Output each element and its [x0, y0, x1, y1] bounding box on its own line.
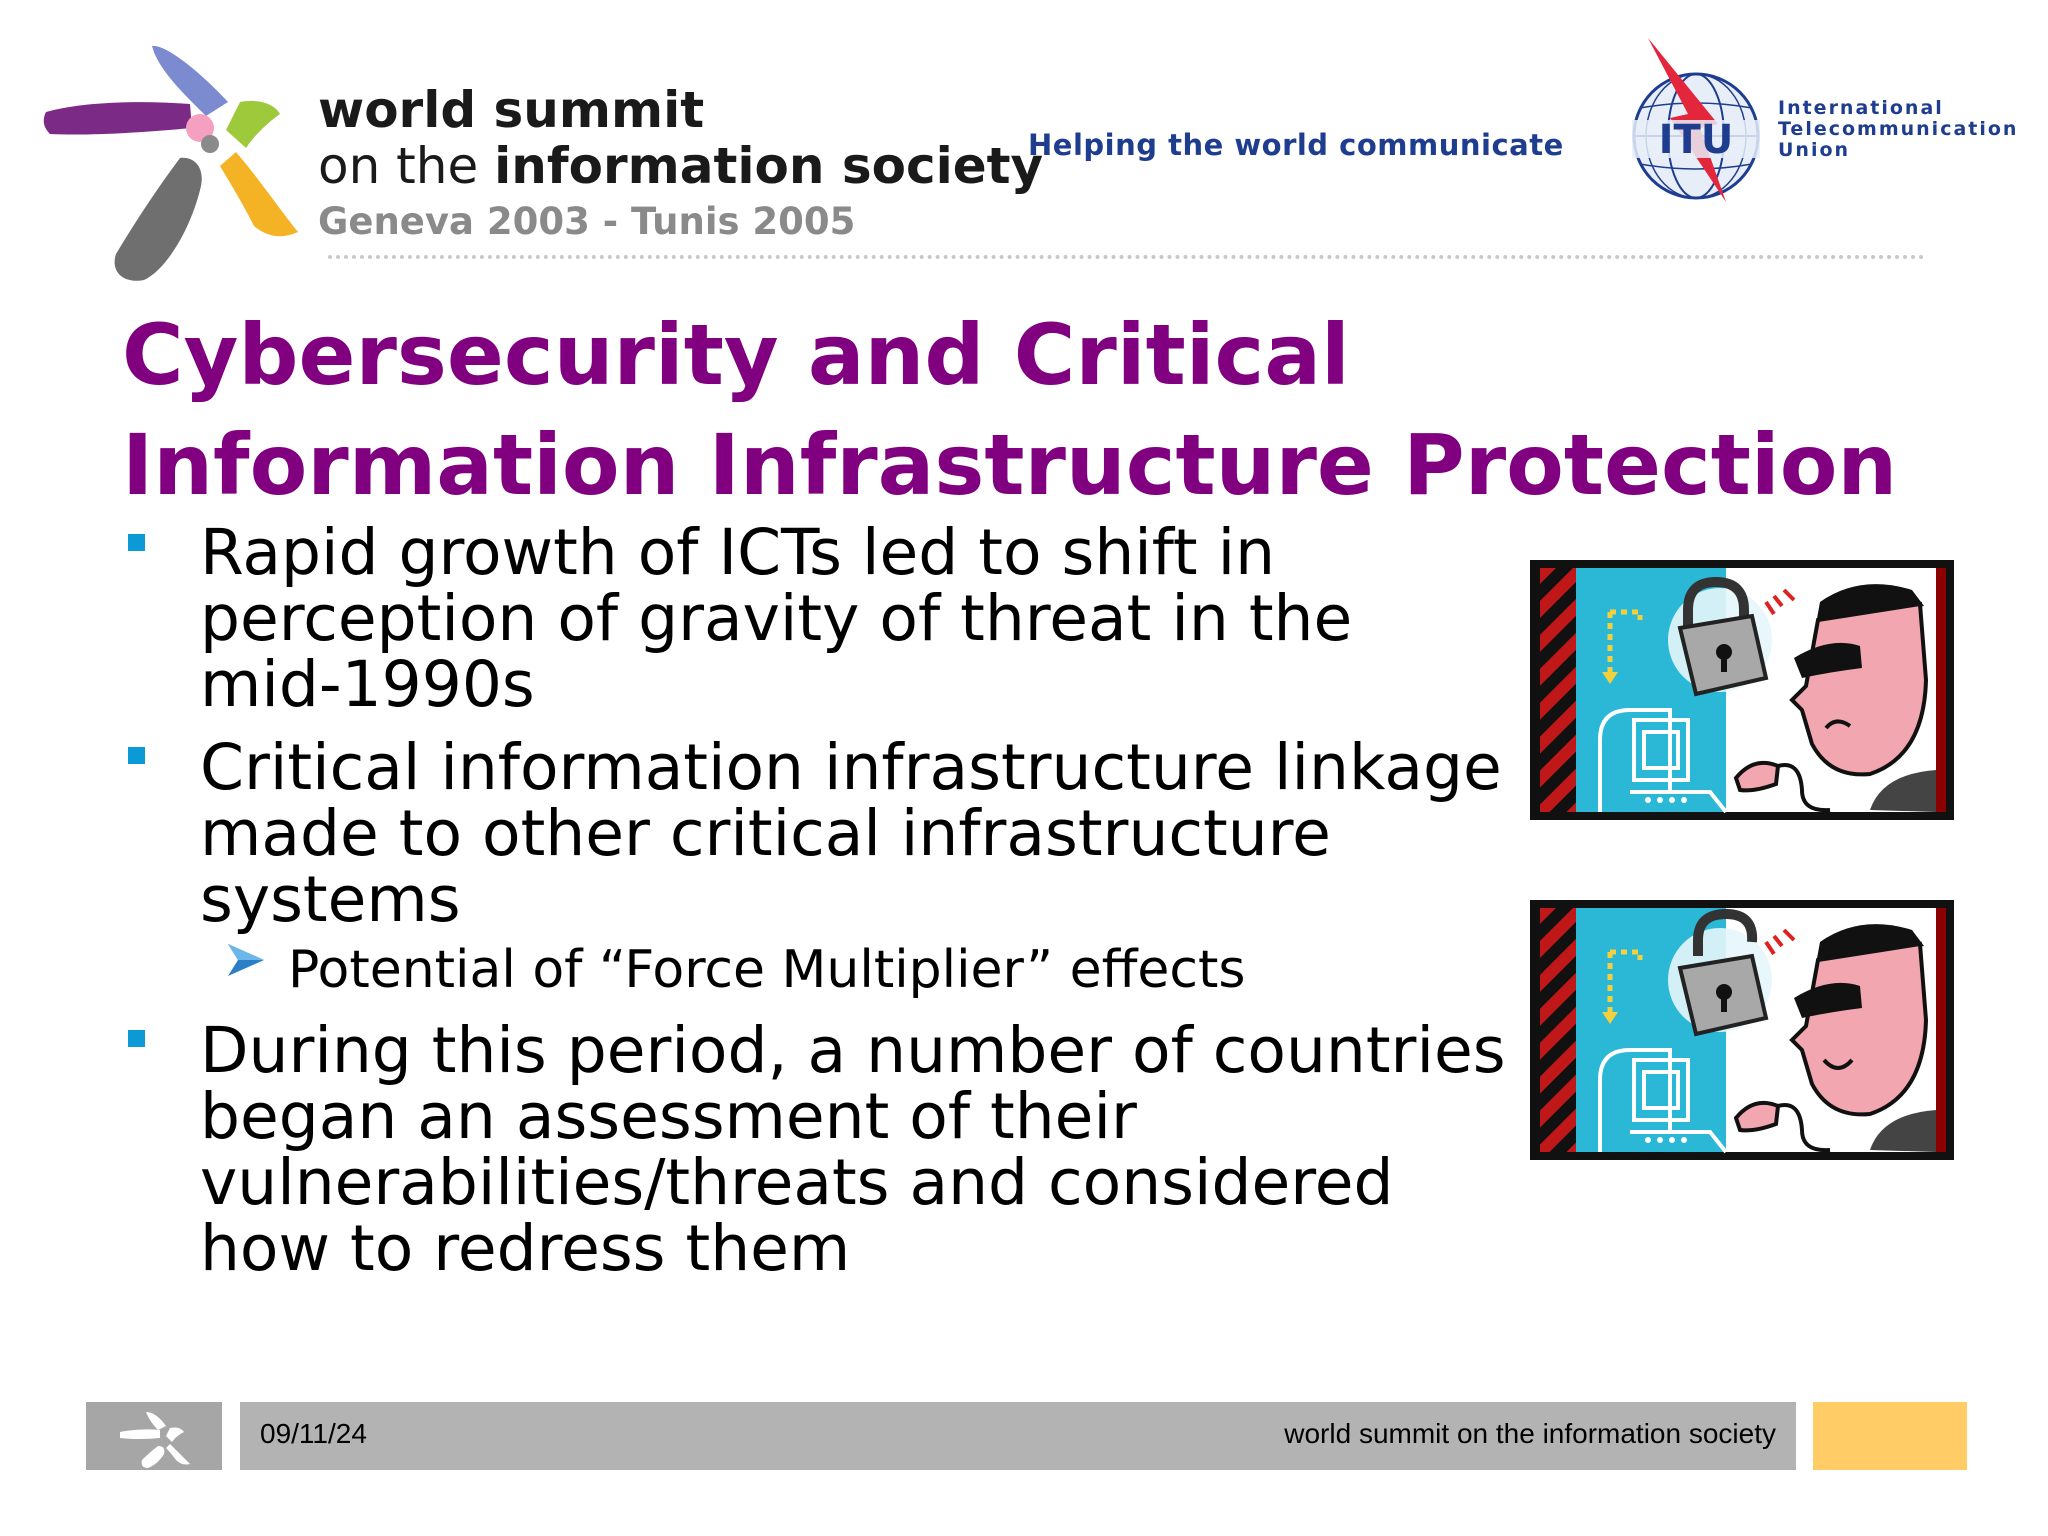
- wsis-logo-icon: [40, 40, 310, 290]
- bullet-marker: [128, 1030, 145, 1047]
- itu-tagline: Helping the world communicate: [1028, 128, 1564, 162]
- wsis-dates: Geneva 2003 - Tunis 2005: [318, 200, 856, 243]
- itu-name-line3: Union: [1778, 139, 1851, 161]
- itu-globe-icon: [1626, 36, 1766, 206]
- itu-abbrev-text: ITU: [1658, 117, 1734, 163]
- hacker-lock-computer-icon: [1530, 900, 1954, 1160]
- itu-name-line2: Telecommunication: [1778, 118, 2019, 140]
- header-divider: [328, 255, 1925, 259]
- wsis-line2-bold: information society: [494, 137, 1044, 195]
- itu-name-line1: International: [1778, 97, 1944, 119]
- sub-bullet: Potential of “Force Multiplier” effects: [288, 940, 1246, 1000]
- footer-org-name: world summit on the information society: [1284, 1418, 1776, 1449]
- bullet-marker: [128, 534, 145, 551]
- bullet-3: During this period, a number of countries began an assessment of their vulnerabilities/threats and considered how to redress them: [200, 1014, 1506, 1285]
- footer-logo: [86, 1402, 222, 1470]
- wsis-logo-icon: [86, 1402, 222, 1470]
- bullet-marker: [128, 747, 145, 764]
- hacker-lock-computer-icon: [1530, 560, 1954, 820]
- bullet-1: Rapid growth of ICTs led to shift in perception of gravity of threat in the mid-1990s: [200, 516, 1353, 721]
- footer-date: 09/11/24: [260, 1418, 367, 1449]
- bullet-2: Critical information infrastructure linkage made to other critical infrastructure systems: [200, 731, 1502, 936]
- wsis-line2-prefix: on the: [318, 137, 495, 195]
- slide-title: Cybersecurity and Critical Information Infrastructure Protection: [122, 306, 1898, 514]
- arrow-bullet-icon: [224, 940, 268, 980]
- wsis-title-line2: [318, 138, 1043, 194]
- wsis-title-line1: world summit: [318, 81, 705, 139]
- footer-accent-block: [1813, 1402, 1967, 1470]
